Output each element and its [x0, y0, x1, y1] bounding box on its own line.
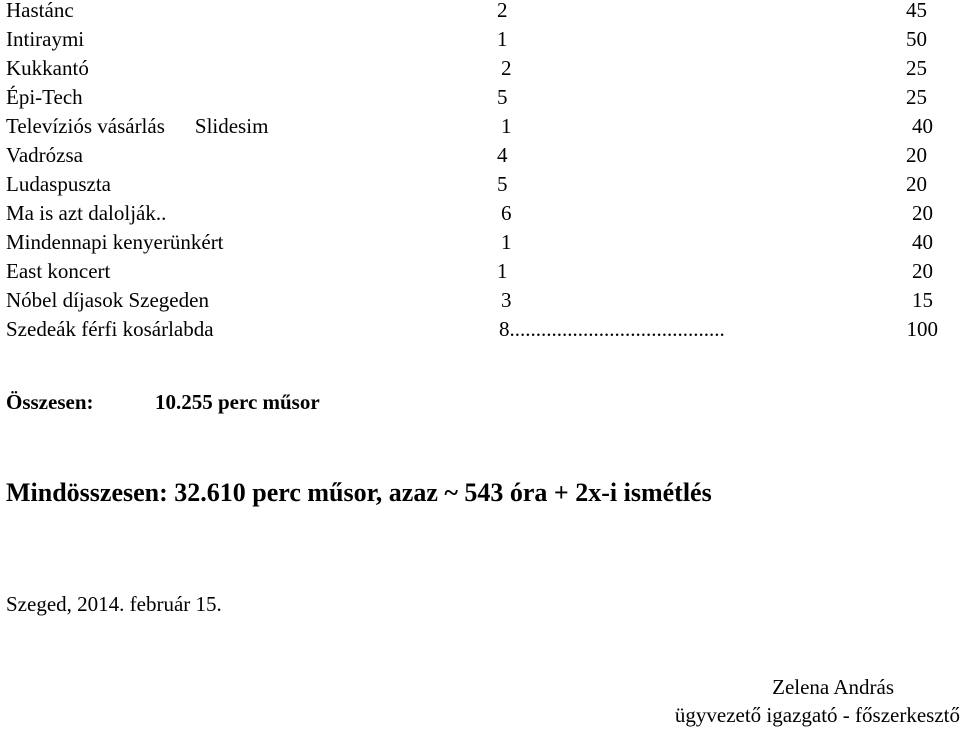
program-name: Épi-Tech: [6, 85, 83, 109]
program-count: 1: [501, 114, 512, 138]
signature-name: Zelena András: [772, 675, 894, 699]
program-row: [0, 112, 960, 141]
program-name-main: Televíziós vásárlás: [6, 114, 165, 138]
program-row: [0, 54, 960, 83]
program-count: 1: [497, 27, 508, 51]
program-minutes: 20: [906, 143, 927, 167]
program-row: [0, 257, 960, 286]
summary-value: 10.255 perc műsor: [155, 390, 320, 414]
place-date: Szeged, 2014. február 15.: [6, 592, 222, 616]
program-name: Hastánc: [6, 0, 74, 22]
program-name: Kukkantó: [6, 56, 89, 80]
program-row: [0, 141, 960, 170]
program-name: Szedeák férfi kosárlabda: [6, 317, 214, 341]
program-name-extra: Slidesim: [194, 114, 269, 138]
program-row: [0, 315, 960, 344]
program-name: Intiraymi: [6, 27, 85, 51]
signature-block: [620, 673, 960, 729]
program-name: [6, 112, 268, 141]
summary-total: [6, 388, 320, 417]
program-minutes: 25: [906, 56, 927, 80]
program-count: 2: [501, 56, 512, 80]
program-count: 6: [501, 201, 512, 225]
program-row: [0, 228, 960, 257]
program-minutes: 20: [912, 259, 933, 283]
program-count: 2: [497, 0, 508, 22]
program-count: 1: [497, 259, 508, 283]
program-name: Ma is azt dalolják..: [6, 201, 167, 225]
program-minutes: 100: [906, 317, 938, 341]
program-count: 8.........................................: [499, 317, 725, 341]
program-row: [0, 25, 960, 54]
program-row: [0, 0, 960, 25]
summary-label: Összesen:: [6, 390, 94, 414]
program-name: Nóbel díjasok Szegeden: [6, 288, 209, 312]
program-minutes: 25: [906, 85, 927, 109]
program-count: 5: [497, 172, 508, 196]
program-minutes: 50: [906, 27, 927, 51]
program-row: [0, 286, 960, 315]
program-name: Ludaspuszta: [6, 172, 111, 196]
program-name: Vadrózsa: [6, 143, 83, 167]
program-count: 4: [497, 143, 508, 167]
program-count: 1: [501, 230, 512, 254]
program-minutes: 20: [912, 201, 933, 225]
program-minutes: 20: [906, 172, 927, 196]
program-minutes: 15: [912, 288, 933, 312]
program-count: 5: [497, 85, 508, 109]
program-minutes: 40: [912, 230, 933, 254]
program-row: [0, 170, 960, 199]
grand-total: Mindösszesen: 32.610 perc műsor, azaz ~ 543 óra + 2x-i ismétlés: [6, 478, 712, 507]
signature-title: ügyvezető igazgató - főszerkesztő: [674, 703, 960, 727]
program-minutes: 45: [906, 0, 927, 22]
program-name: East koncert: [6, 259, 111, 283]
program-name: Mindennapi kenyerünkért: [6, 230, 224, 254]
program-count: 3: [501, 288, 512, 312]
program-row: [0, 199, 960, 228]
program-row: [0, 83, 960, 112]
program-minutes: 40: [912, 114, 933, 138]
